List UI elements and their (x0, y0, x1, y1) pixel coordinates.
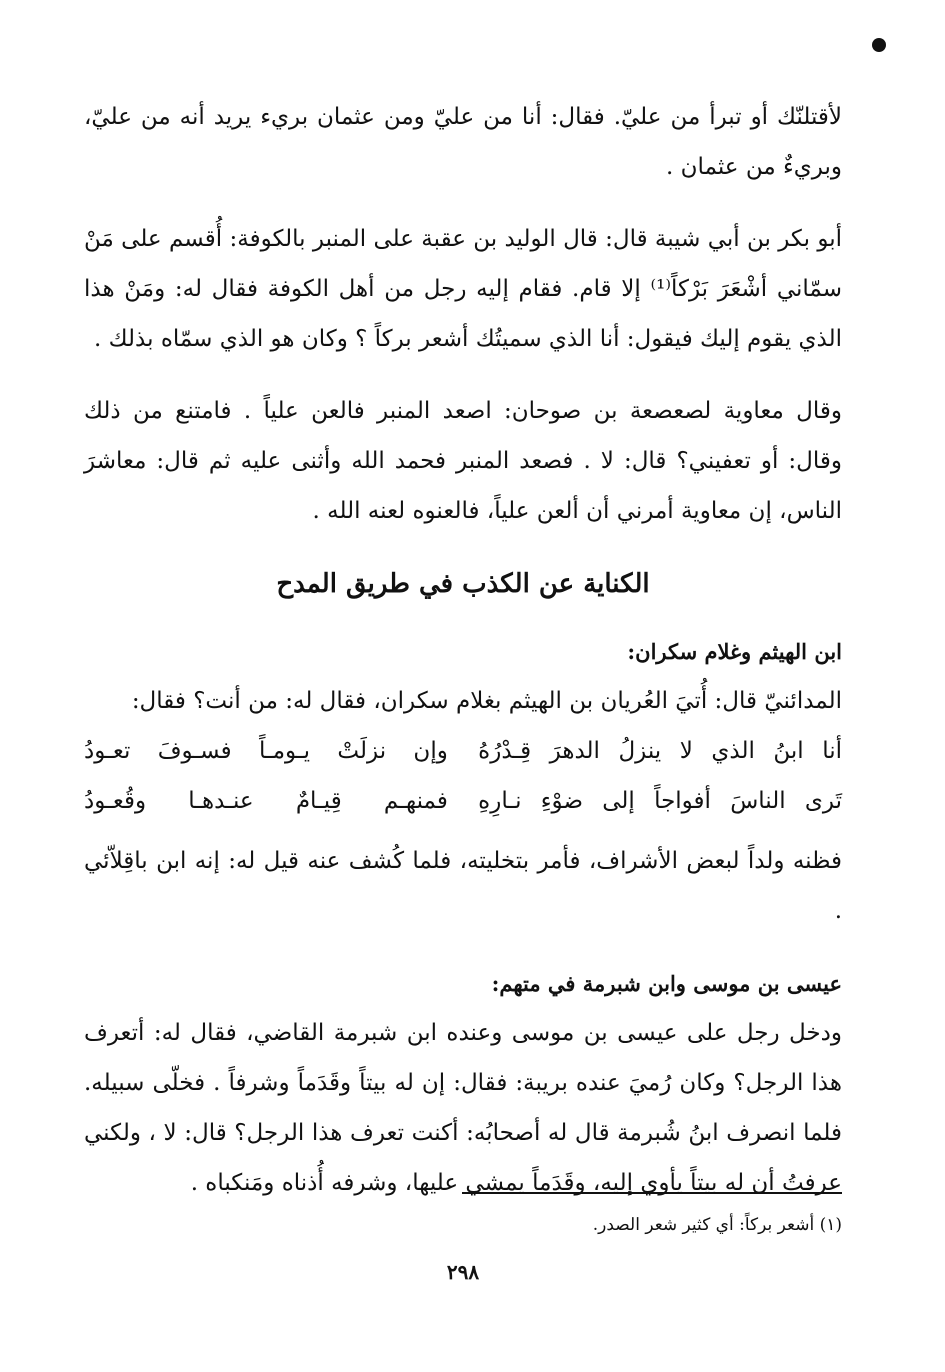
paragraph-3: وقال معاوية لصعصعة بن صوحان: اصعد المنبر فالعن علياً . فامتنع من ذلك وقال: أو تعفيني؟ قال: لا . فصعد المنبر فحمد الله وأثنى عليه ثم قال: معاشرَ الناس، إن معاوية أمرني أن ألعن علياً، فالعنوه لعنه الله . (84, 398, 842, 524)
subsection-title-2: عيسى بن موسى وابن شبرمة في متهم: (491, 971, 842, 996)
verse-hemistich: فمنهـم قِيـامٌ عنـدهـا وقُعـودُ (84, 788, 448, 814)
subsection-intro-1: المدائنيّ قال: أُتيَ العُريان بن الهيثم بغلام سكران، فقال له: من أنت؟ فقال: (131, 688, 842, 714)
footnote-divider (462, 1192, 842, 1194)
verse-line-1 (84, 726, 842, 776)
subsection-body-2: ودخل رجل على عيسى بن موسى وعنده ابن شبرمة القاضي، فقال له: أتعرف هذا الرجل؟ وكان رُميَ عنده بريبة: فقال: إن له بيتاً وقَدَماً وشرفاً . فخلّى سبيله. فلما انصرف ابنُ شُبرمة قال له أصحابُه: أكنت تعرف هذا الرجل؟ قال: لا ، ولكني عرفتُ أن له بيتاً يأوي إليه، وقَدَماً يمشي عليها، وشرفه أُذناه ومَنكباه . (84, 1020, 842, 1196)
verse-line-2 (84, 776, 842, 826)
verse-hemistich: أنا ابنُ الذي لا ينزلُ الدهرَ قِـدْرُهُ (478, 738, 842, 764)
page-body (84, 92, 842, 1352)
paragraph-1: لأقتلنّك أو تبرأ من عليّ. فقال: أنا من عليّ ومن عثمان بريء يريد أنه من عليّ، وبريءٌ من عثمان . (84, 104, 842, 180)
footnote: (١) أشعر بركاً: أي كثير شعر الصدر. (592, 1215, 842, 1235)
subsection-title-1: ابن الهيثم وغلام سكران: (627, 639, 842, 664)
verse-hemistich: وإن نزلَتْ يـومـاً فسـوفَ تعـودُ (84, 738, 448, 764)
verse-hemistich: تَرى الناسَ أفواجاً إلى ضوْءِ نـارِهِ (478, 788, 842, 814)
page-number: ٢٩٨ (446, 1260, 480, 1284)
page-mark (872, 38, 886, 52)
section-heading: الكناية عن الكذب في طريق المدح (276, 569, 650, 599)
paragraph-2: أبو بكر بن أبي شيبة قال: قال الوليد بن عقبة على المنبر بالكوفة: أُقسم على مَنْ سمّاني أشْعَرَ بَرْكاً⁽¹⁾ إلا قام. فقام إليه رجل من أهل الكوفة فقال له: ومَنْ هذا الذي يقوم إليك فيقول: أنا الذي سميتُك أشعر بركاً ؟ وكان هو الذي سمّاه بذلك . (84, 226, 842, 352)
subsection-after-1: فظنه ولداً لبعض الأشراف، فأمر بتخليته، فلما كُشف عنه قيل له: إنه ابن باقِلاّئي . (84, 848, 842, 924)
